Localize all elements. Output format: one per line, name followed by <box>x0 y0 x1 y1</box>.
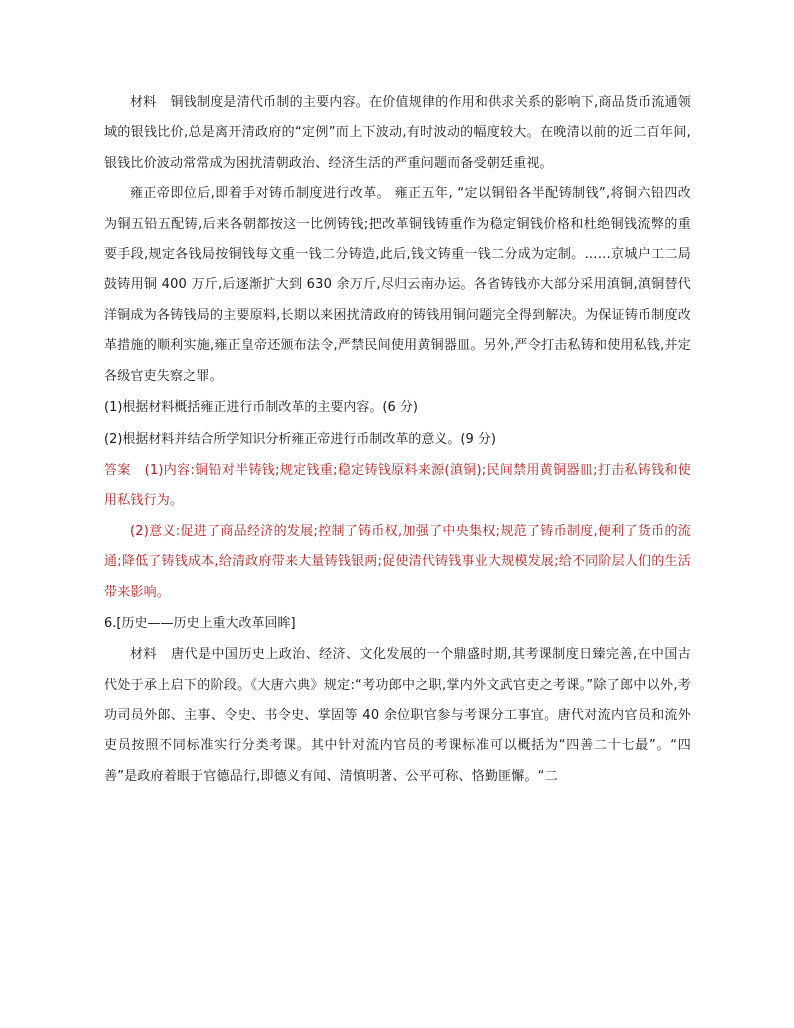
question-1: (1)根据材料概括雍正进行币制改革的主要内容。(6 分) <box>104 400 418 416</box>
answer-paragraph-2: (2)意义:促进了商品经济的发展;控制了铸币权,加强了中央集权;规范了铸币制度,便利了货币的流通;降低了铸钱成本,给清政府带来大量铸钱银两;促使清代铸钱事业大规模发展;给不同阶层人们的生活带来影响。 <box>104 523 691 600</box>
question-2: (2)根据材料并结合所学知识分析雍正帝进行币制改革的意义。(9 分) <box>104 432 496 448</box>
material-text-1: 铜钱制度是清代币制的主要内容。在价值规律的作用和供求关系的影响下,商品货币流通领域的银钱比价,总是离开清政府的“定例”而上下波动,有时波动的幅度较大。在晚清以前的近二百年间,银钱比价波动常常成为困扰清朝政治、经济生活的严重问题而备受朝廷重视。 <box>104 95 692 171</box>
answer-text-1: (1)内容:铜铅对半铸钱;规定钱重;稳定铸钱原料来源(滇铜);民间禁用黄铜器皿;打击私铸钱和使用私钱行为。 <box>104 463 691 509</box>
answer-paragraph-1 <box>104 456 691 517</box>
section-6-material <box>104 640 691 792</box>
material-label: 材料 <box>130 95 157 110</box>
material-paragraph-2: 雍正帝即位后,即着手对铸币制度进行改革。 雍正五年, “定以铜铅各半配铸制钱”,将铜六铅四改为铜五铅五配铸,后来各朝都按这一比例铸钱;把改革铜钱铸重作为稳定铜钱价格和杜绝铜钱流弊的重要手段,规定各钱局按铜钱每文重一钱二分铸造,此后,钱文铸重一钱二分成为定制。……京城户工二局鼓铸用铜 400 万斤,后逐渐扩大到 630 余万斤,尽归云南办运。各省铸钱亦大部分采用滇铜,滇铜替代洋铜成为各铸钱局的主要原料,长期以来困扰清政府的铸钱用铜问题完全得到解决。为保证铸币制度改革措施的顺利实施,雍正皇帝还颁布法令,严禁民间使用黄铜器皿。另外,严令打击私铸和使用私钱,并定各级官吏失察之罪。 <box>104 186 691 384</box>
section-6-heading: 6.[历史——历史上重大改革回眸] <box>104 616 296 632</box>
section-6-material-label: 材料 <box>130 647 157 663</box>
document-page <box>104 88 691 792</box>
answer-label: 答案 <box>104 463 131 479</box>
section-6-material-text: 唐代是中国历史上政治、经济、文化发展的一个鼎盛时期,其考课制度日臻完善,在中国古代处于承上启下的阶段。《大唐六典》规定:“考功郎中之职,掌内外文武官吏之考课。”除了郎中以外,考功司员外郎、主事、令史、书令史、掌固等 40 余位职官参与考课分工事宜。唐代对流内官员和流外吏员按照不同标准实行分类考课。其中针对流内官员的考课标准可以概括为“四善二十七最”。“四善”是政府着眼于官德品行,即德义有闻、清慎明著、公平可称、恪勤匪懈。“二 <box>104 647 692 784</box>
material-paragraph-1 <box>104 88 691 179</box>
